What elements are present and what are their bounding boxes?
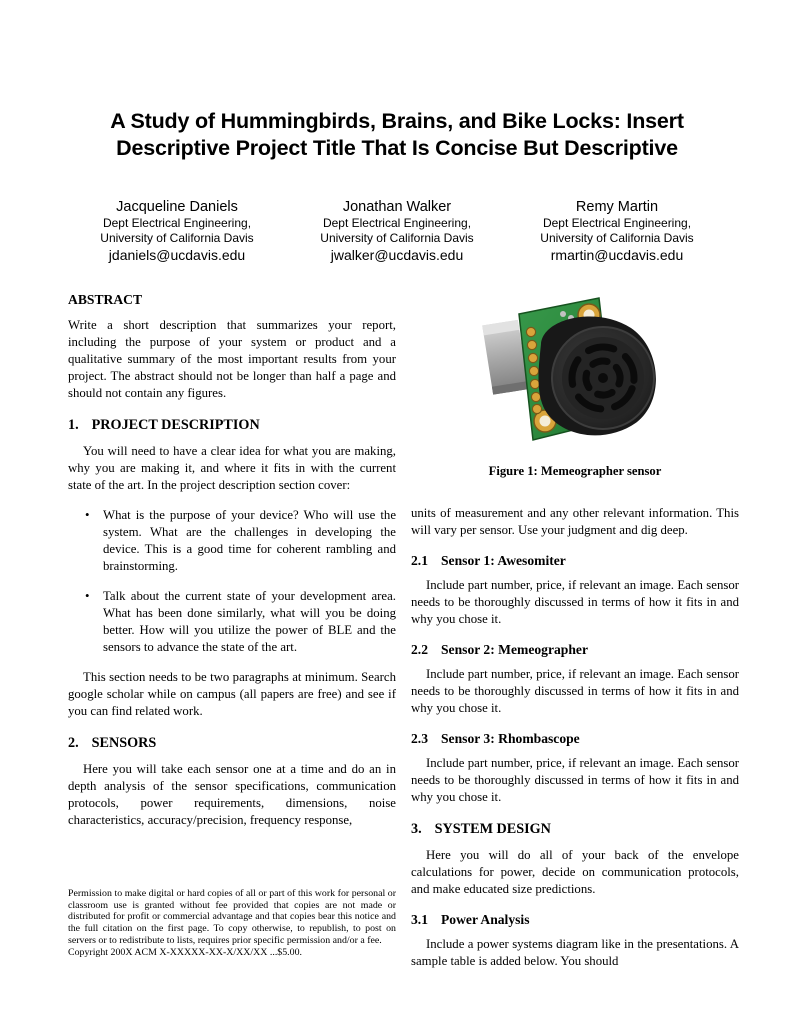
left-column <box>68 292 396 970</box>
section-2-heading <box>68 735 396 752</box>
section-title: Sensor 2: Memeographer <box>441 642 588 657</box>
list-item <box>85 588 396 656</box>
section-number: 2.3 <box>411 731 428 746</box>
bullet-list <box>85 507 396 656</box>
permission-text: Permission to make digital or hard copies of all or part of this work for personal or classroom use is granted without fee provided that copies are not made or distributed for profit or commercial advantage and that copies bear this notice and the full citation on the first page. To copy otherwise, to republish, to post on servers or to redistribute to lists, requires prior specific permission and/or a fee. <box>68 888 396 946</box>
section-1-outro: This section needs to be two paragraphs at minimum. Search google scholar while on campus (all papers are free) and see if you can find related work. <box>68 670 396 718</box>
author-email: rmartin@ucdavis.edu <box>550 247 684 263</box>
section-number: 2.1 <box>411 553 428 568</box>
section-2-3-heading <box>411 731 739 747</box>
abstract-text: Write a short description that summarizes your report, including the purpose of your system or product and a qualitative summary of the most important results from your project. The abstract should not be longer than half a page and should not contain any figures. <box>68 318 396 400</box>
section-number: 2. <box>68 735 79 751</box>
section-number: 3. <box>411 821 422 837</box>
section-title: PROJECT DESCRIPTION <box>91 417 260 433</box>
section-1-intro: You will need to have a clear idea for what you are making, why you are making it, and where it fits in with the current state of the art. In the project description section cover: <box>68 444 396 492</box>
paper-title: A Study of Hummingbirds, Brains, and Bike Locks: Insert Descriptive Project Title That Is Concise But Descriptive <box>110 109 684 160</box>
section-title: SENSORS <box>91 735 157 751</box>
author-dept: Dept Electrical Engineering, <box>542 216 692 230</box>
bullet-text: What is the purpose of your device? Who will use the system. What are the challenges in developing the device. This is a good time for coherent rambling and brainstorming. <box>103 508 396 573</box>
section-3-heading <box>411 821 739 838</box>
section-3-1-text: Include a power systems diagram like in the presentations. A sample table is added below. You should <box>411 937 739 968</box>
author-2 <box>301 198 493 265</box>
section-title: Sensor 3: Rhombascope <box>441 731 580 746</box>
bullet-text: Talk about the current state of your development area. What has been done similarly, what will you be doing better. How will you utilize the power of BLE and the sensors to advance the state of the art. <box>103 589 396 654</box>
author-3 <box>521 198 713 265</box>
author-1 <box>81 198 273 265</box>
bullet-icon: • <box>85 508 90 522</box>
author-dept: Dept Electrical Engineering, <box>102 216 252 230</box>
list-item <box>85 507 396 575</box>
section-title: SYSTEM DESIGN <box>434 821 551 837</box>
section-2-2-text: Include part number, price, if relevant an image. Each sensor needs to be thoroughly discussed in terms of how it fits in and why you chose it. <box>411 667 739 715</box>
author-univ: University of California Davis <box>100 231 254 245</box>
section-2-1-text: Include part number, price, if relevant an image. Each sensor needs to be thoroughly discussed in terms of how it fits in and why you chose it. <box>411 578 739 626</box>
figure-caption: Figure 1: Memeographer sensor <box>488 464 662 478</box>
author-block <box>0 198 794 265</box>
copyright-line: Copyright 200X ACM X-XXXXX-XX-X/XX/XX ...$5.00. <box>68 946 302 958</box>
author-name: Jacqueline Daniels <box>116 199 238 215</box>
bullet-icon: • <box>85 589 90 603</box>
section-number: 3.1 <box>411 912 428 927</box>
author-name: Jonathan Walker <box>342 199 452 215</box>
section-number: 1. <box>68 417 79 433</box>
body-columns <box>0 292 794 970</box>
section-number: 2.2 <box>411 642 428 657</box>
section-2-2-heading <box>411 642 739 658</box>
section-1-heading <box>68 417 396 434</box>
section-2-1-heading <box>411 553 739 569</box>
abstract-heading: ABSTRACT <box>68 292 143 307</box>
section-3-text: Here you will do all of your back of the envelope calculations for power, decide on communication protocols, and make educated size predictions. <box>411 848 739 896</box>
section-3-1-heading <box>411 912 739 928</box>
author-email: jwalker@ucdavis.edu <box>330 247 464 263</box>
right-column <box>411 292 739 970</box>
section-title: Sensor 1: Awesomiter <box>441 553 566 568</box>
memeographer-sensor-photo <box>479 292 671 450</box>
author-univ: University of California Davis <box>540 231 694 245</box>
author-email: jdaniels@ucdavis.edu <box>108 247 246 263</box>
section-2-text: Here you will take each sensor one at a time and do an in depth analysis of the sensor specifications, communication protocols, power requirements, dimensions, noise characteristics, accuracy/precision, frequency response, <box>68 762 396 827</box>
section-2-3-text: Include part number, price, if relevant an image. Each sensor needs to be thoroughly discussed in terms of how it fits in and why you chose it. <box>411 756 739 804</box>
figure-1 <box>411 292 739 479</box>
author-name: Remy Martin <box>575 199 659 215</box>
author-dept: Dept Electrical Engineering, <box>322 216 472 230</box>
author-univ: University of California Davis <box>320 231 474 245</box>
copyright-notice <box>68 888 396 958</box>
section-title: Power Analysis <box>441 912 530 927</box>
sensors-continuation-text: units of measurement and any other relevant information. This will vary per sensor. Use your judgment and dig deep. <box>411 506 739 537</box>
